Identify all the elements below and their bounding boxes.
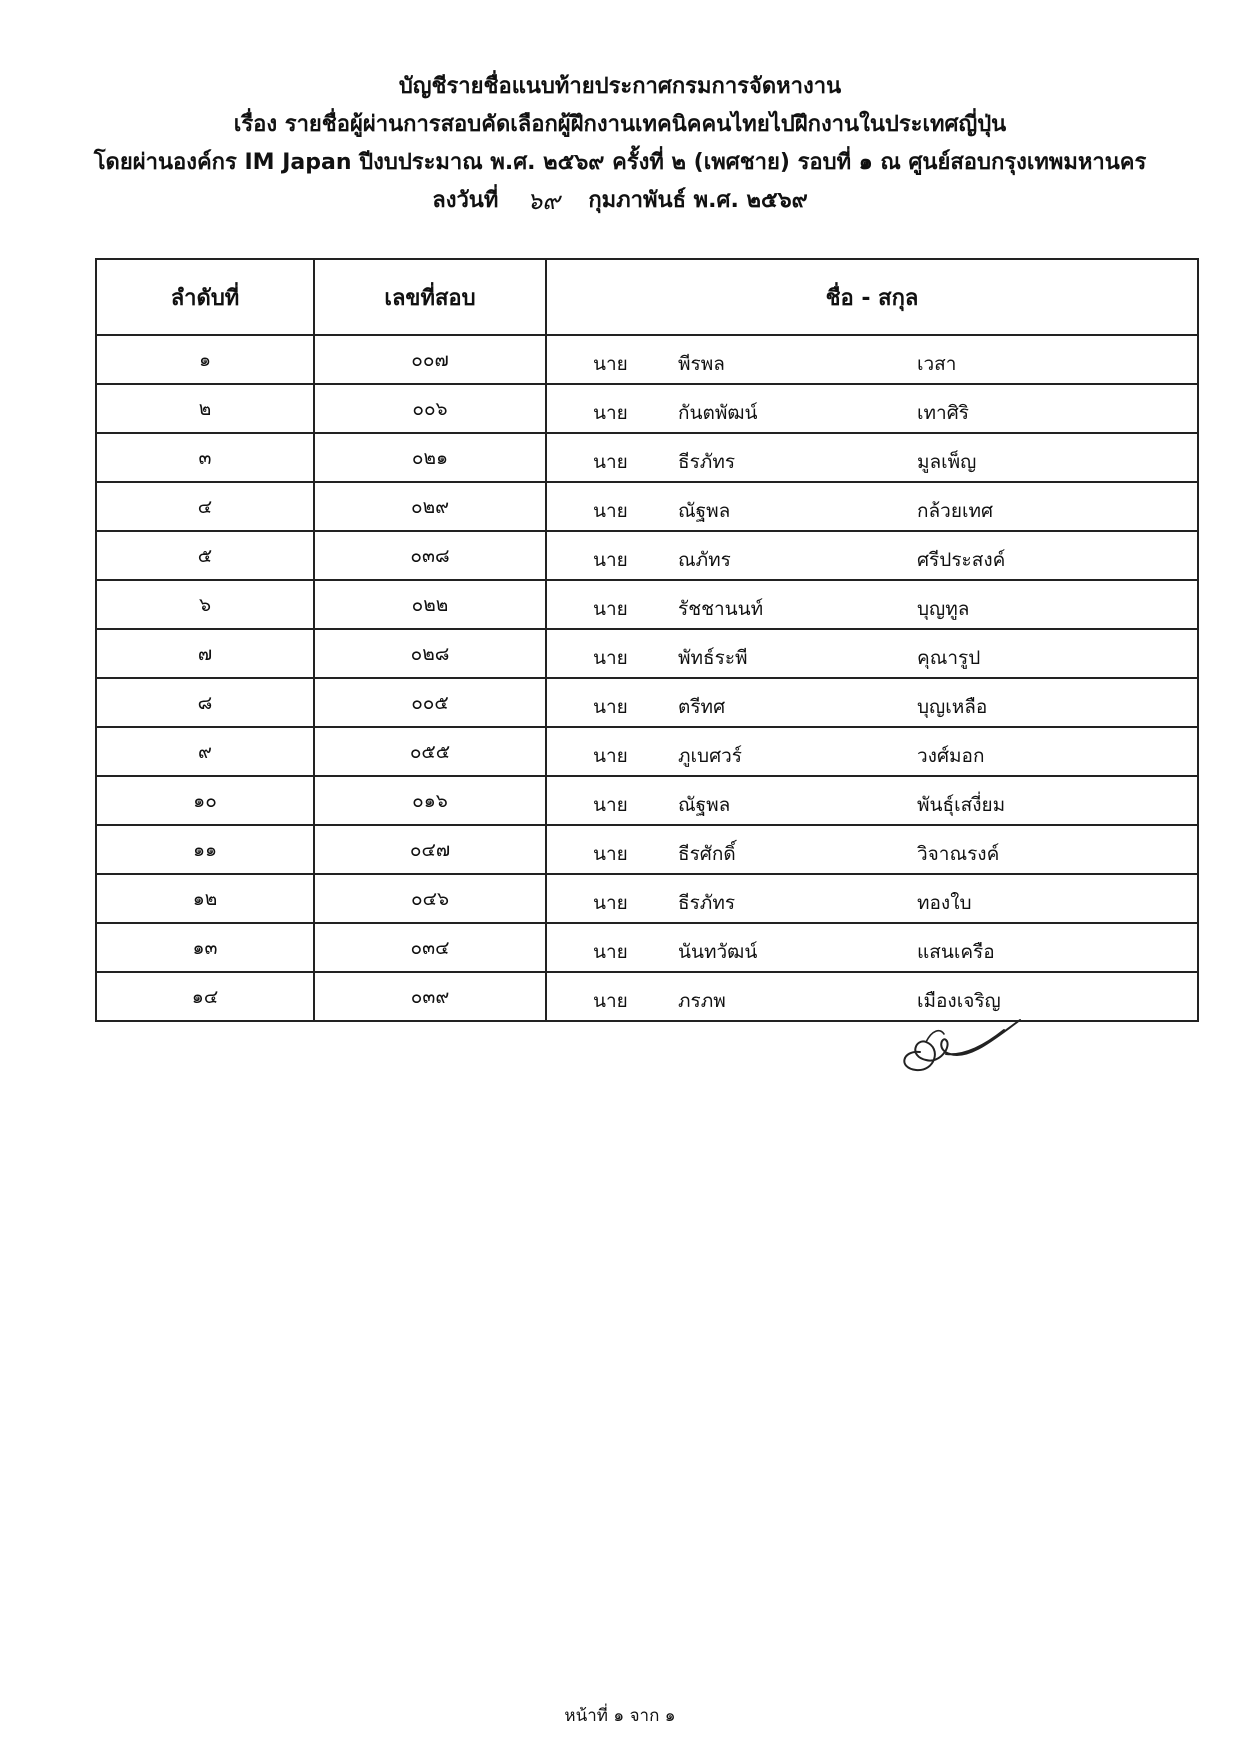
row-exam-number: ๐๕๕	[314, 727, 546, 776]
last-name: บุญเหลือ	[917, 696, 988, 718]
row-full-name	[546, 678, 1198, 727]
row-order-number: ๙	[96, 727, 314, 776]
first-name: ณัฐพล	[678, 500, 731, 522]
row-exam-number: ๐๒๙	[314, 482, 546, 531]
name-title: นาย	[593, 696, 628, 718]
row-full-name	[546, 384, 1198, 433]
row-exam-number: ๐๐๗	[314, 335, 546, 384]
row-full-name	[546, 727, 1198, 776]
row-full-name	[546, 580, 1198, 629]
name-title: นาย	[593, 647, 628, 669]
table-row	[96, 825, 1198, 874]
last-name: วงศ์มอก	[917, 745, 985, 767]
row-full-name	[546, 335, 1198, 384]
row-exam-number: ๐๐๖	[314, 384, 546, 433]
date-prefix: ลงวันที่	[432, 188, 499, 213]
first-name: ภรภพ	[678, 990, 726, 1012]
table-row	[96, 335, 1198, 384]
last-name: เทาศิริ	[917, 402, 969, 424]
row-order-number: ๕	[96, 531, 314, 580]
last-name: วิจาณรงค์	[917, 843, 1000, 865]
first-name: ณัฐพล	[678, 794, 731, 816]
row-exam-number: ๐๓๙	[314, 972, 546, 1021]
row-order-number: ๓	[96, 433, 314, 482]
first-name: พีรพล	[678, 353, 725, 375]
row-order-number: ๑๔	[96, 972, 314, 1021]
row-order-number: ๗	[96, 629, 314, 678]
row-full-name	[546, 629, 1198, 678]
row-full-name	[546, 776, 1198, 825]
row-exam-number: ๐๓๘	[314, 531, 546, 580]
row-order-number: ๒	[96, 384, 314, 433]
row-full-name	[546, 433, 1198, 482]
date-month-year: กุมภาพันธ์ พ.ศ. ๒๕๖๙	[588, 188, 808, 213]
row-full-name	[546, 531, 1198, 580]
first-name: ภูเบศวร์	[678, 745, 743, 767]
signature-handwritten	[880, 990, 1030, 1080]
last-name: กล้วยเทศ	[917, 500, 994, 522]
table-row	[96, 433, 1198, 482]
first-name: ธีรศักดิ์	[678, 843, 736, 865]
name-title: นาย	[593, 941, 628, 963]
row-order-number: ๘	[96, 678, 314, 727]
row-order-number: ๑๓	[96, 923, 314, 972]
row-exam-number: ๐๓๔	[314, 923, 546, 972]
row-exam-number: ๐๒๒	[314, 580, 546, 629]
roster-table	[95, 258, 1199, 1022]
row-order-number: ๖	[96, 580, 314, 629]
name-title: นาย	[593, 990, 628, 1012]
header-date	[0, 182, 1240, 220]
last-name: ทองใบ	[917, 892, 972, 914]
name-title: นาย	[593, 549, 628, 571]
last-name: มูลเพ็ญ	[917, 451, 977, 473]
row-exam-number: ๐๐๕	[314, 678, 546, 727]
header-title: บัญชีรายชื่อแนบท้ายประกาศกรมการจัดหางาน	[398, 74, 842, 99]
header-subject: เรื่อง รายชื่อผู้ผ่านการสอบคัดเลือกผู้ฝึกงานเทคนิคคนไทยไปฝึกงานในประเทศญี่ปุ่น	[233, 112, 1007, 137]
name-title: นาย	[593, 500, 628, 522]
date-day-handwritten: ๖๙	[526, 187, 560, 215]
last-name: พันธุ์เสงี่ยม	[917, 794, 1006, 816]
last-name: คุณารูป	[917, 647, 981, 669]
row-exam-number: ๐๑๖	[314, 776, 546, 825]
first-name: ตรีทศ	[678, 696, 726, 718]
table-row	[96, 629, 1198, 678]
table-row	[96, 874, 1198, 923]
row-full-name	[546, 874, 1198, 923]
table-row	[96, 678, 1198, 727]
row-exam-number: ๐๔๖	[314, 874, 546, 923]
table-row	[96, 972, 1198, 1021]
name-title: นาย	[593, 892, 628, 914]
table-header-row	[96, 259, 1198, 335]
table-row	[96, 482, 1198, 531]
first-name: นันทวัฒน์	[678, 941, 758, 963]
row-exam-number: ๐๒๘	[314, 629, 546, 678]
table-row	[96, 776, 1198, 825]
last-name: ศรีประสงค์	[917, 549, 1006, 571]
name-title: นาย	[593, 745, 628, 767]
first-name: รัชชานนท์	[678, 598, 764, 620]
col-header-exam-number: เลขที่สอบ	[314, 259, 546, 335]
last-name: แสนเครือ	[917, 941, 995, 963]
table-row	[96, 384, 1198, 433]
row-order-number: ๑๒	[96, 874, 314, 923]
col-header-full-name: ชื่อ - สกุล	[546, 259, 1198, 335]
roster-body	[96, 335, 1198, 1021]
first-name: ณภัทร	[678, 549, 731, 571]
table-row	[96, 531, 1198, 580]
row-order-number: ๔	[96, 482, 314, 531]
header-detail: โดยผ่านองค์กร IM Japan ปีงบประมาณ พ.ศ. ๒๕๖๙ ครั้งที่ ๒ (เพศชาย) รอบที่ ๑ ณ ศูนย์สอบกรุงเทพมหานคร	[93, 150, 1147, 175]
first-name: พัทธ์ระพี	[678, 647, 748, 669]
row-full-name	[546, 923, 1198, 972]
row-order-number: ๑	[96, 335, 314, 384]
name-title: นาย	[593, 451, 628, 473]
col-header-order: ลำดับที่	[96, 259, 314, 335]
table-row	[96, 727, 1198, 776]
table-row	[96, 923, 1198, 972]
row-exam-number: ๐๒๑	[314, 433, 546, 482]
name-title: นาย	[593, 402, 628, 424]
first-name: ธีรภัทร	[678, 451, 736, 473]
first-name: ธีรภัทร	[678, 892, 736, 914]
document-header	[0, 68, 1240, 220]
table-row	[96, 580, 1198, 629]
row-full-name	[546, 972, 1198, 1021]
last-name: บุญทูล	[917, 598, 970, 620]
row-order-number: ๑๑	[96, 825, 314, 874]
name-title: นาย	[593, 598, 628, 620]
first-name: กันตพัฒน์	[678, 402, 758, 424]
name-title: นาย	[593, 843, 628, 865]
row-order-number: ๑๐	[96, 776, 314, 825]
row-exam-number: ๐๔๗	[314, 825, 546, 874]
row-full-name	[546, 825, 1198, 874]
last-name: เมืองเจริญ	[917, 990, 1001, 1012]
name-title: นาย	[593, 794, 628, 816]
page-number: หน้าที่ ๑ จาก ๑	[564, 1706, 676, 1726]
name-title: นาย	[593, 353, 628, 375]
last-name: เวสา	[917, 353, 957, 375]
row-full-name	[546, 482, 1198, 531]
